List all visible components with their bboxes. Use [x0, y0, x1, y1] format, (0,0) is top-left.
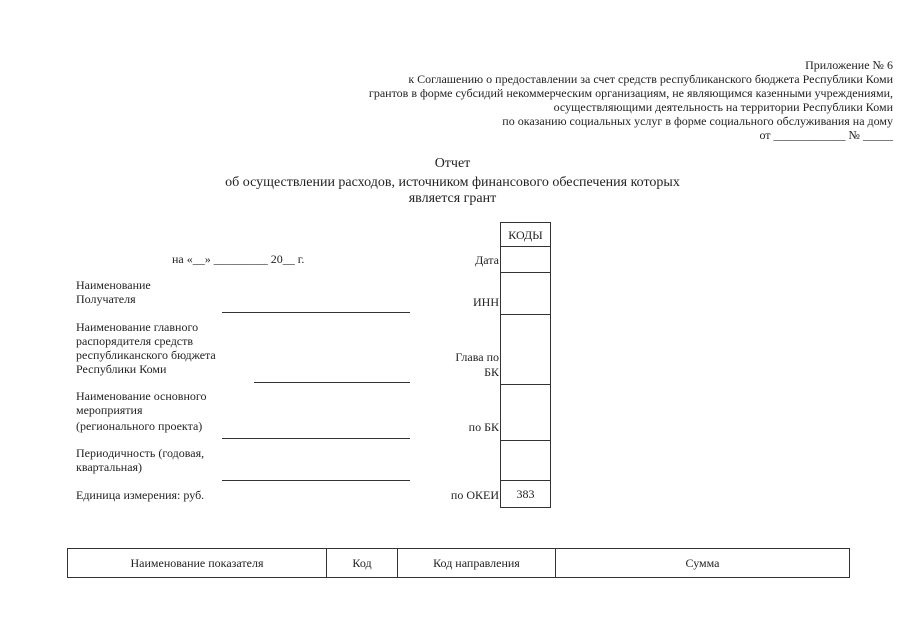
expenses-table [67, 548, 850, 578]
header-line-4: по оказанию социальных услуг в форме социального обслуживания на дому [502, 114, 893, 128]
chapter-code-cell [501, 315, 550, 385]
codes-box [500, 222, 551, 508]
header-line-3: осуществляющими деятельность на территории Республики Коми [553, 100, 893, 114]
chapter-code-label-2: БК [484, 365, 499, 379]
period-label-1: Периодичность (годовая, [76, 446, 205, 460]
report-title: Отчет [434, 156, 471, 171]
bk-code-cell [501, 385, 550, 441]
header-line-1: к Соглашению о предоставлении за счет средств республиканского бюджета Республики Коми [408, 72, 893, 86]
report-subtitle-1: об осуществлении расходов, источником финансового обеспечения которых [225, 175, 680, 190]
column-indicator-name: Наименование показателя [68, 549, 327, 578]
okei-code-label: по ОКЕИ [450, 488, 499, 502]
event-label-3: (регионального проекта) [76, 419, 203, 433]
report-subtitle-2: является грант [408, 191, 497, 206]
recipient-label-2: Получателя [76, 292, 136, 306]
period-label-2: квартальная) [76, 460, 143, 474]
column-code: Код [327, 549, 398, 578]
inn-code-cell [501, 273, 550, 315]
unit-label: Единица измерения: руб. [76, 488, 205, 502]
manager-underline [254, 382, 410, 383]
header-line-2: грантов в форме субсидий некоммерческим организациям, не являющимся казенными учреждениями, [368, 86, 893, 100]
recipient-label-1: Наименование [76, 278, 151, 292]
date-code-cell [501, 247, 550, 273]
manager-label-1: Наименование главного [76, 320, 199, 334]
manager-label-3: республиканского бюджета [76, 348, 216, 362]
column-direction-code: Код направления [398, 549, 556, 578]
event-underline [222, 438, 410, 439]
event-label-1: Наименование основного [76, 389, 207, 403]
bk-code-label: по БК [468, 420, 499, 434]
manager-label-2: распорядителя средств [76, 334, 194, 348]
table-header-row [68, 549, 850, 578]
codes-header: КОДЫ [501, 223, 550, 247]
okei-code-value: 383 [516, 487, 535, 501]
date-code-label: Дата [475, 253, 499, 267]
extra-code-cell [501, 441, 550, 481]
manager-label-4: Республики Коми [76, 362, 167, 376]
event-label-2: мероприятия [76, 403, 143, 417]
appendix-number: Приложение № 6 [805, 58, 893, 72]
header-line-5: от ____________ № _____ [759, 128, 893, 142]
report-date-line: на «__» _________ 20__ г. [172, 252, 305, 266]
inn-code-label: ИНН [473, 295, 499, 309]
period-underline [222, 480, 410, 481]
column-amount: Сумма [556, 549, 850, 578]
chapter-code-label-1: Глава по [455, 350, 499, 364]
recipient-underline [222, 312, 410, 313]
